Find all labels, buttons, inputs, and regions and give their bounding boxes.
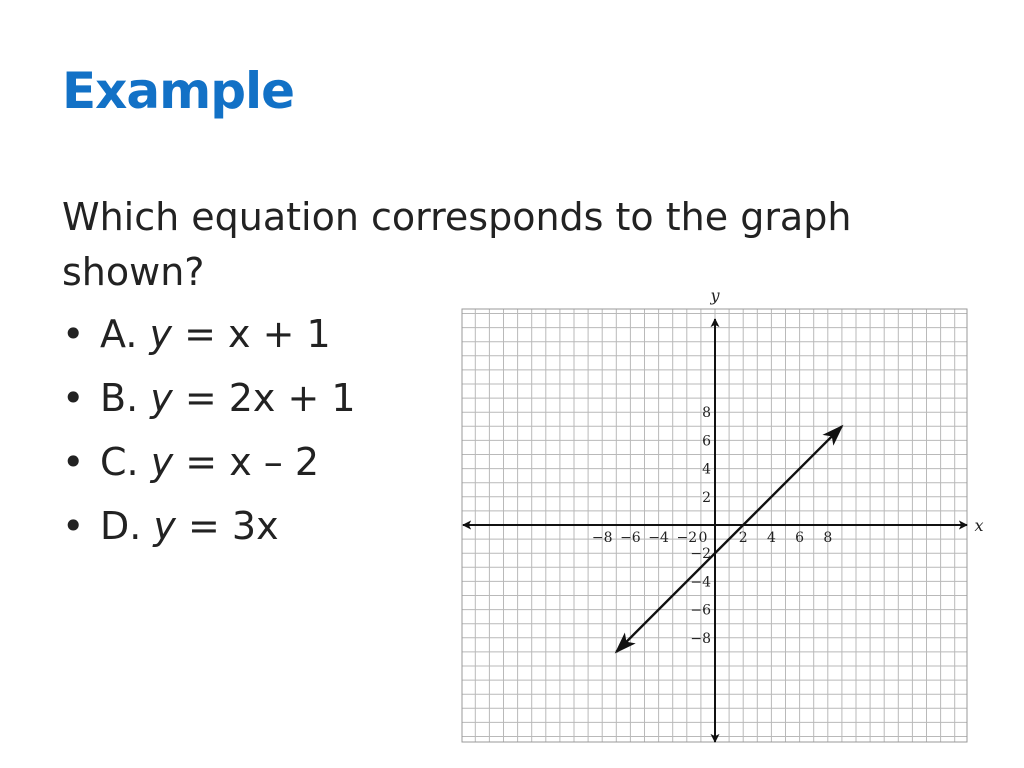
x-tick-label: −4 xyxy=(648,530,669,546)
x-tick-label: 2 xyxy=(738,530,748,546)
x-tick-label: −2 xyxy=(676,530,698,546)
option-c xyxy=(62,434,356,498)
y-tick-label: −6 xyxy=(690,602,711,619)
x-tick-label: 4 xyxy=(766,530,776,546)
y-tick-label: 2 xyxy=(702,489,711,506)
x-axis-label: x xyxy=(974,516,984,535)
bullet-icon: • xyxy=(62,312,85,356)
option-variable: y xyxy=(149,312,172,356)
option-letter: D. xyxy=(100,504,154,548)
bullet-icon: • xyxy=(62,376,85,420)
option-equation: = 2x + 1 xyxy=(172,376,356,420)
option-letter: C. xyxy=(100,440,151,484)
option-b xyxy=(62,370,356,434)
option-equation: = x – 2 xyxy=(173,440,320,484)
x-tick-label: −8 xyxy=(591,530,613,546)
x-tick-label: −6 xyxy=(620,530,641,546)
slide-title: Example xyxy=(62,62,295,120)
option-variable: y xyxy=(150,440,174,484)
option-equation: = 3x xyxy=(175,504,279,548)
option-variable: y xyxy=(150,376,173,420)
option-letter: A. xyxy=(100,312,150,356)
option-variable: y xyxy=(153,504,176,548)
option-letter: B. xyxy=(100,376,151,420)
y-tick-label: 4 xyxy=(702,461,711,478)
option-d xyxy=(62,498,356,562)
question-text: Which equation corresponds to the graph shown? xyxy=(62,195,852,294)
option-equation: = x + 1 xyxy=(172,312,331,356)
x-tick-label: 8 xyxy=(823,530,833,546)
y-tick-label: −4 xyxy=(690,574,711,591)
y-tick-label: 8 xyxy=(702,405,711,422)
coordinate-graph xyxy=(455,285,985,755)
answer-options xyxy=(62,306,356,562)
y-tick-label: 6 xyxy=(702,433,711,450)
option-a xyxy=(62,306,356,370)
y-tick-label: −8 xyxy=(690,630,711,647)
bullet-icon: • xyxy=(62,504,85,548)
bullet-icon: • xyxy=(62,440,85,484)
x-tick-label: 6 xyxy=(795,530,805,546)
y-tick-label: −2 xyxy=(690,546,711,563)
y-axis-label: y xyxy=(710,286,720,305)
x-tick-label: 0 xyxy=(698,530,708,546)
